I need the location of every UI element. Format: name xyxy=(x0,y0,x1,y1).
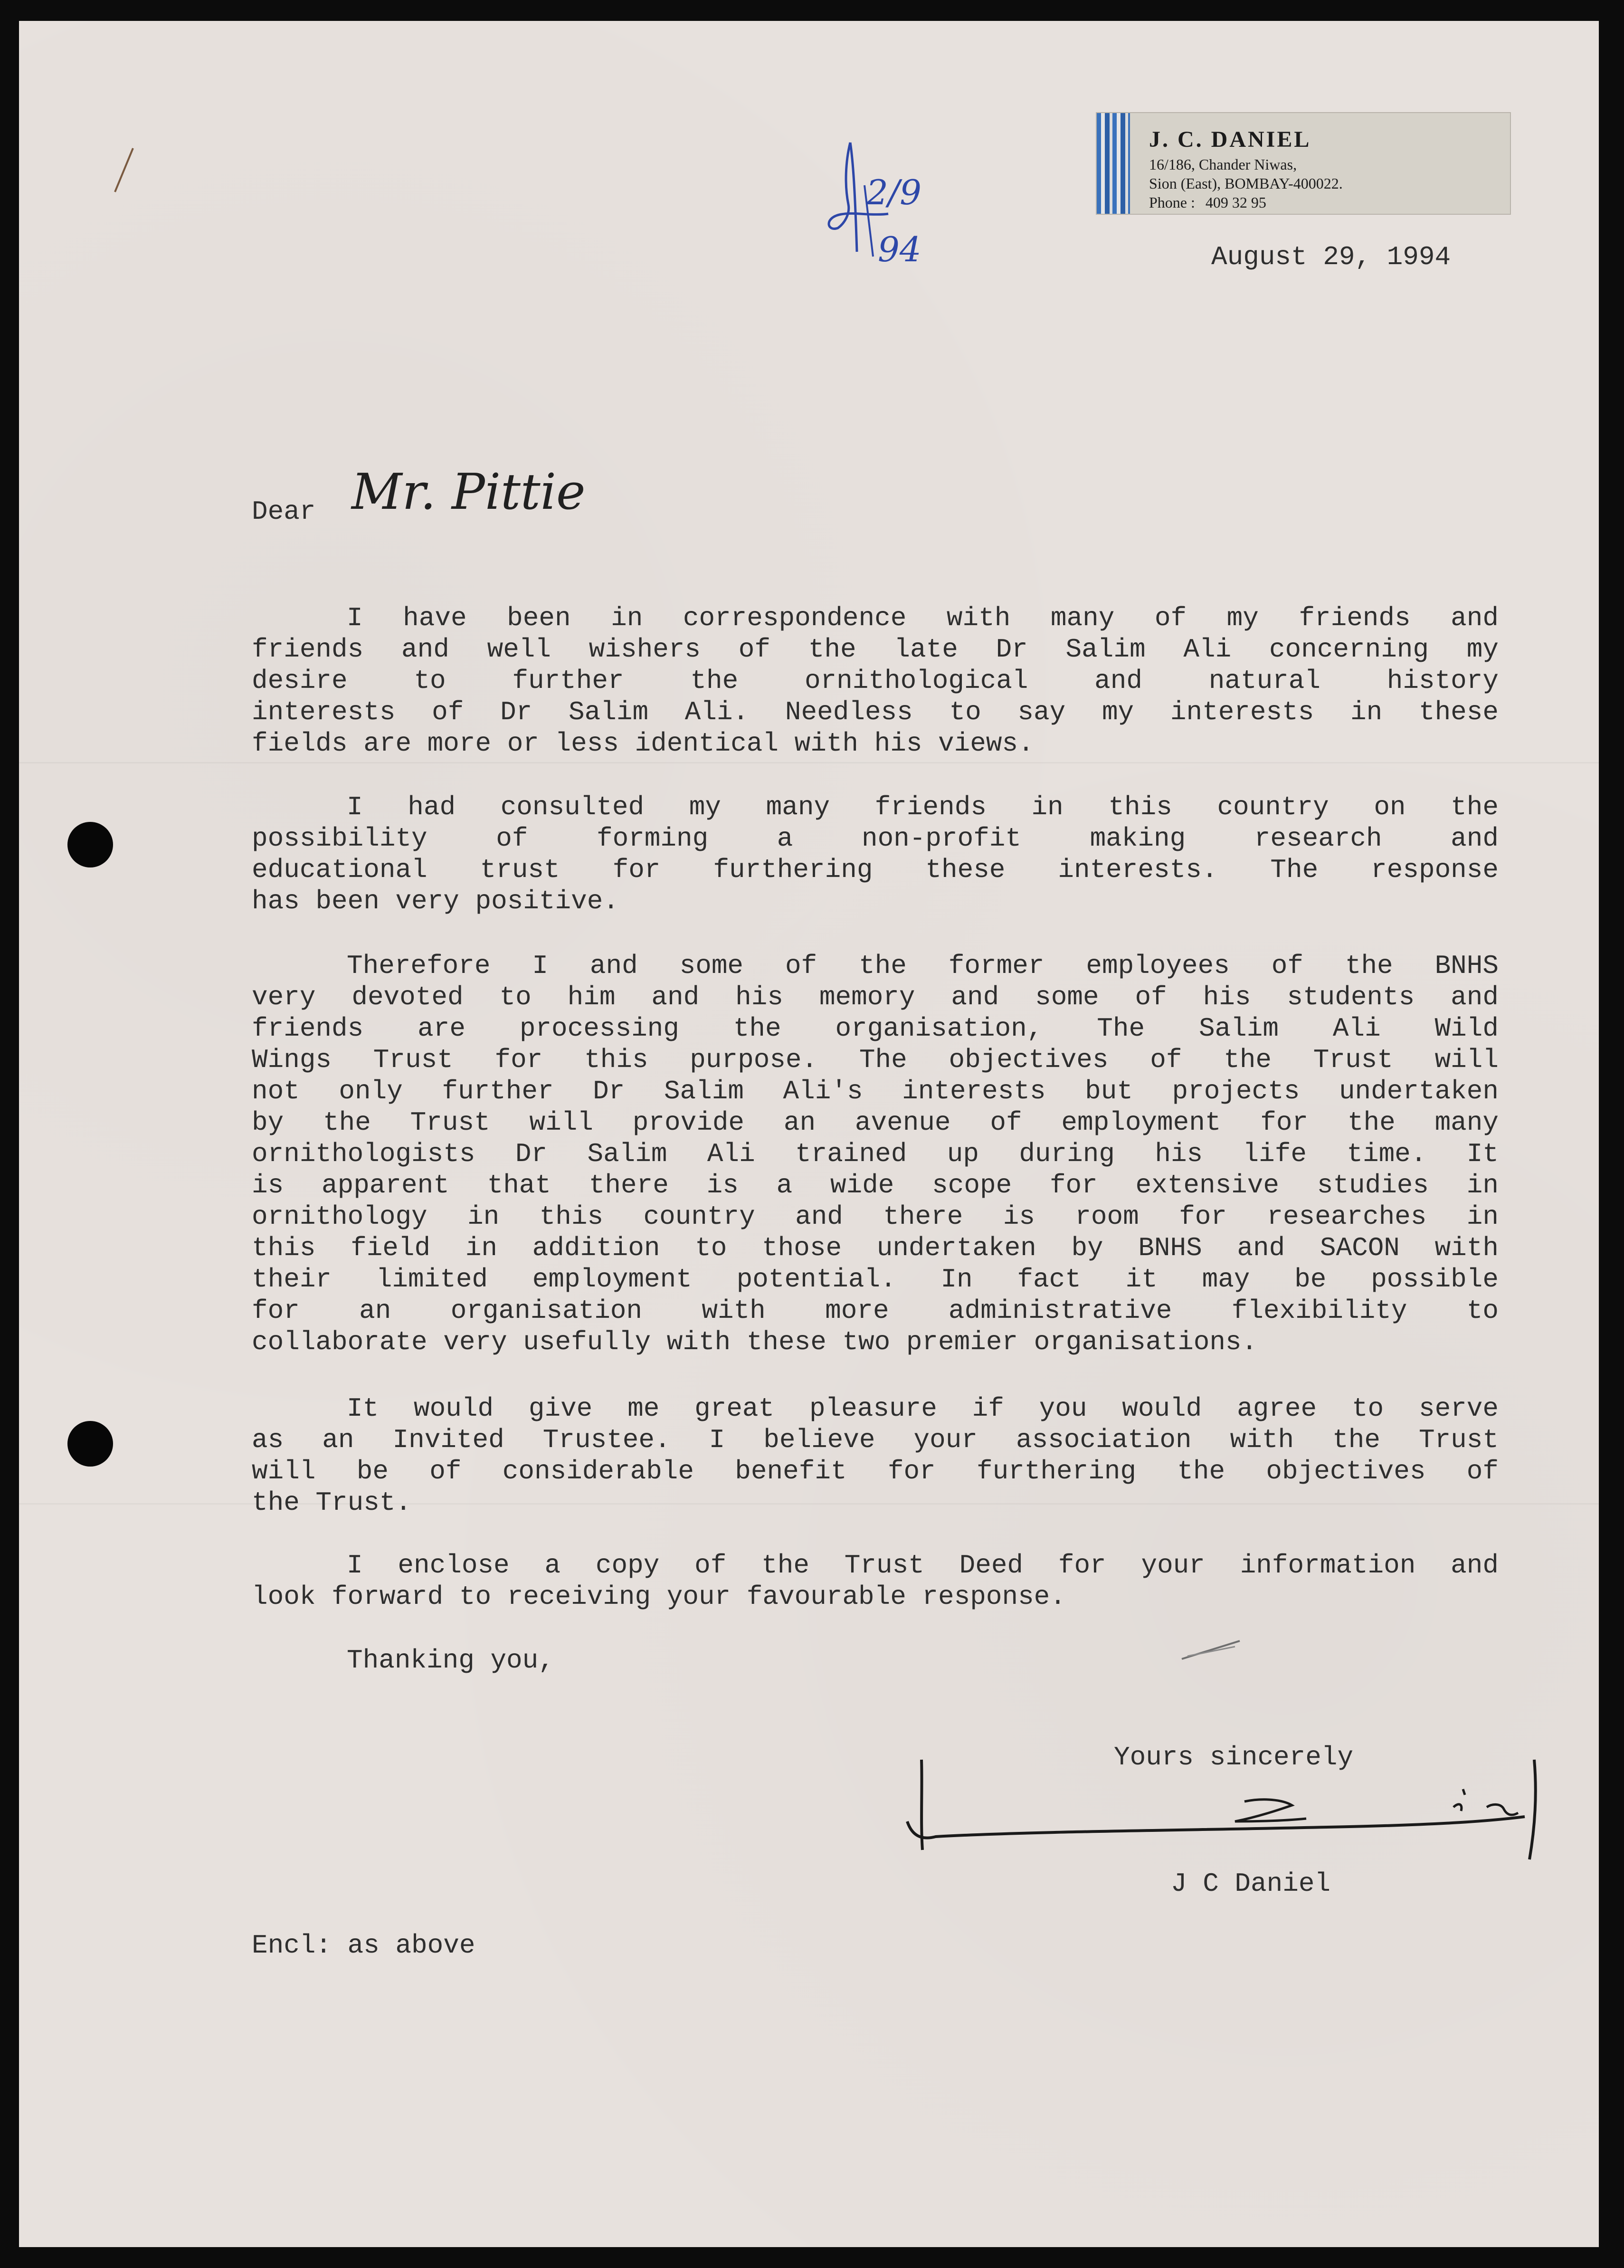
text-line: not only further Dr Salim Ali's interests but projects undertaken xyxy=(252,1076,1499,1106)
text-line: Therefore I and some of the former employees of the BNHS xyxy=(347,951,1499,981)
punch-hole-upper xyxy=(67,822,113,867)
text-line: the Trust. xyxy=(252,1487,412,1518)
text-line: educational trust for furthering these interests. The response xyxy=(252,855,1499,885)
pen-mark xyxy=(109,144,138,197)
text-line: is apparent that there is a wide scope for extensive studies in xyxy=(252,1170,1499,1201)
phone-label: Phone : xyxy=(1149,194,1195,211)
text-line: for an organisation with more administrative flexibility to xyxy=(252,1296,1499,1326)
body-paragraph-3 xyxy=(252,950,1499,1358)
received-date-year: 94 xyxy=(878,229,921,269)
letterhead-phone xyxy=(1149,194,1266,211)
text-line: friends and well wishers of the late Dr Salim Ali concerning my xyxy=(252,634,1499,665)
text-line: as an Invited Trustee. I believe your association with the Trust xyxy=(252,1425,1499,1455)
pen-stroke xyxy=(1178,1635,1244,1664)
letterhead-address-line2: Sion (East), BOMBAY-400022. xyxy=(1149,175,1343,192)
phone-number: 409 32 95 xyxy=(1205,194,1266,211)
stamp-stripe xyxy=(1097,113,1130,214)
letter-date: August 29, 1994 xyxy=(1211,242,1451,272)
text-line: desire to further the ornithological and natural history xyxy=(252,666,1499,696)
text-line: their limited employment potential. In fact it may be possible xyxy=(252,1264,1499,1295)
text-line: interests of Dr Salim Ali. Needless to say my interests in these xyxy=(252,697,1499,727)
body-paragraph-2 xyxy=(252,791,1499,917)
enclosure-note: Encl: as above xyxy=(252,1930,475,1961)
paper-fold-line xyxy=(19,762,1599,763)
text-line: ornithologists Dr Salim Ali trained up during his life time. It xyxy=(252,1139,1499,1169)
text-line: fields are more or less identical with his views. xyxy=(252,728,1034,759)
letterhead-stamp xyxy=(1096,112,1511,215)
text-line: I enclose a copy of the Trust Deed for your information and xyxy=(347,1550,1499,1581)
text-line: I had consulted my many friends in this country on the xyxy=(347,792,1499,822)
letterhead-name: J. C. DANIEL xyxy=(1149,127,1311,152)
received-annotation xyxy=(817,133,959,290)
text-line: very devoted to him and his memory and some of his students and xyxy=(252,982,1499,1012)
salutation-handwritten-name: Mr. Pittie xyxy=(351,463,586,521)
text-line: ornithology in this country and there is room for researches in xyxy=(252,1201,1499,1232)
text-line: will be of considerable benefit for furthering the objectives of xyxy=(252,1456,1499,1487)
text-line: It would give me great pleasure if you would agree to serve xyxy=(347,1393,1499,1424)
text-line: has been very positive. xyxy=(252,886,619,916)
body-paragraph-5 xyxy=(252,1550,1499,1612)
letter-page xyxy=(19,21,1599,2247)
body-paragraph-4 xyxy=(252,1393,1499,1518)
text-line: I have been in correspondence with many of my friends and xyxy=(347,603,1499,633)
punch-hole-lower xyxy=(67,1421,113,1467)
salutation-typed: Dear xyxy=(252,496,316,527)
text-line: this field in addition to those undertaken by BNHS and SACON with xyxy=(252,1233,1499,1263)
text-line: look forward to receiving your favourable response. xyxy=(252,1582,1066,1612)
text-line: Wings Trust for this purpose. The objectives of the Trust will xyxy=(252,1045,1499,1075)
received-date-day: 2/9 xyxy=(866,172,921,212)
thanks-line: Thanking you, xyxy=(347,1645,554,1676)
closing-line: Yours sincerely xyxy=(1114,1742,1354,1772)
signatory-name: J C Daniel xyxy=(1171,1868,1331,1899)
letterhead-address-line1: 16/186, Chander Niwas, xyxy=(1149,156,1297,173)
signature xyxy=(893,1750,1567,1864)
text-line: possibility of forming a non-profit making research and xyxy=(252,823,1499,854)
text-line: collaborate very usefully with these two premier organisations. xyxy=(252,1327,1258,1357)
body-paragraph-1 xyxy=(252,602,1499,759)
text-line: by the Trust will provide an avenue of employment for the many xyxy=(252,1107,1499,1138)
text-line: friends are processing the organisation, The Salim Ali Wild xyxy=(252,1013,1499,1044)
